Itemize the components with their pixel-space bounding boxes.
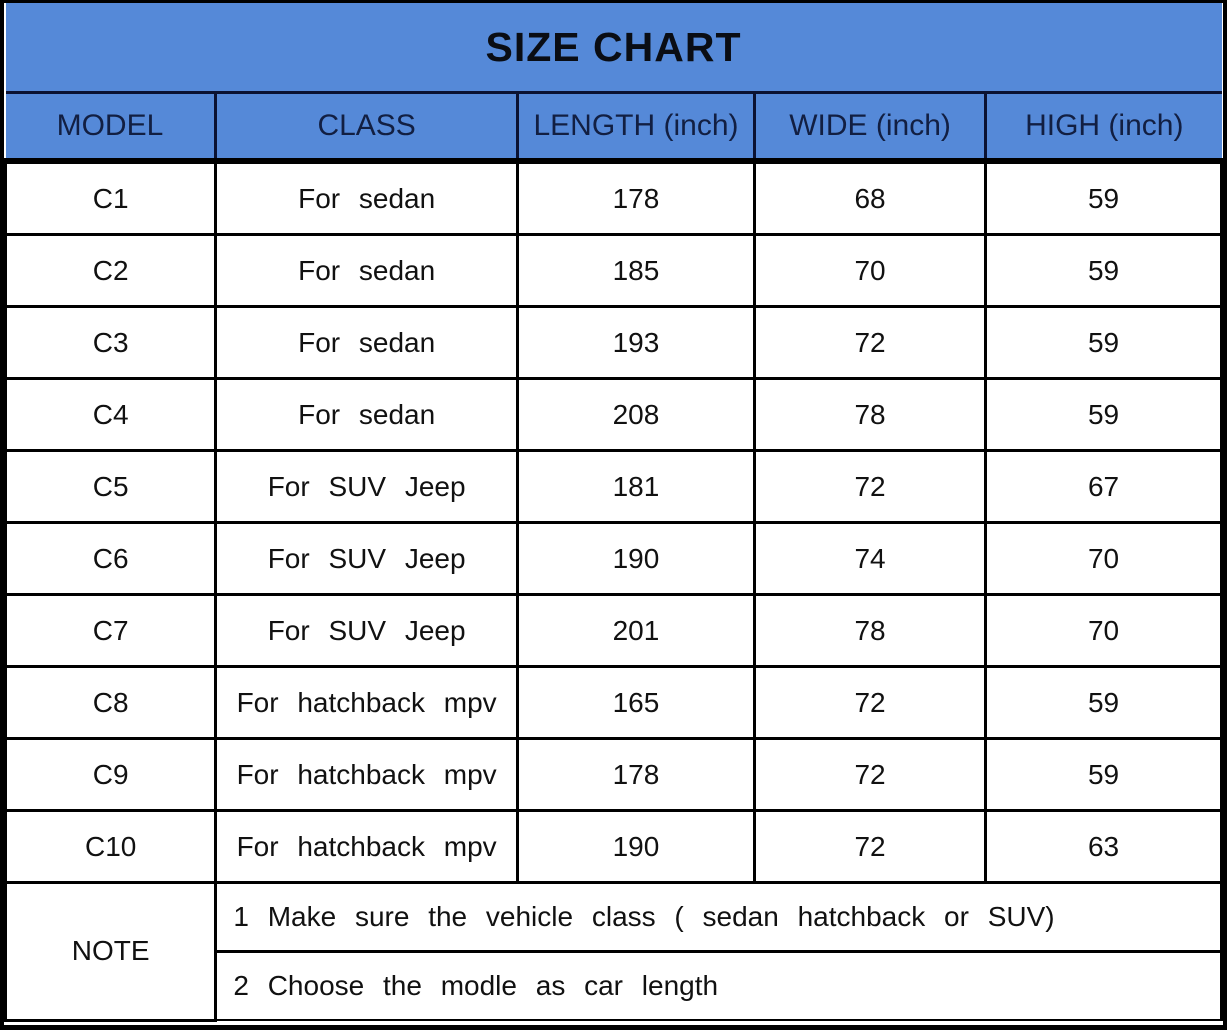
column-header-row — [6, 93, 1222, 162]
cell-high: 70 — [986, 595, 1222, 667]
cell-wide: 72 — [755, 451, 986, 523]
table-row — [6, 667, 1222, 739]
size-chart-table — [4, 3, 1223, 1022]
cell-wide: 72 — [755, 667, 986, 739]
table-row — [6, 451, 1222, 523]
cell-class: For hatchback mpv — [216, 739, 518, 811]
cell-high: 63 — [986, 811, 1222, 883]
cell-high: 70 — [986, 523, 1222, 595]
cell-length: 165 — [517, 667, 754, 739]
cell-wide: 72 — [755, 307, 986, 379]
bottom-double-border — [4, 1022, 1223, 1030]
cell-class: For sedan — [216, 235, 518, 307]
cell-length: 193 — [517, 307, 754, 379]
cell-model: C7 — [6, 595, 216, 667]
cell-model: C4 — [6, 379, 216, 451]
cell-model: C10 — [6, 811, 216, 883]
cell-class: For sedan — [216, 161, 518, 235]
table-row — [6, 379, 1222, 451]
cell-class: For sedan — [216, 379, 518, 451]
cell-length: 190 — [517, 811, 754, 883]
cell-high: 67 — [986, 451, 1222, 523]
table-row — [6, 235, 1222, 307]
column-header-class: CLASS — [216, 93, 518, 162]
cell-wide: 70 — [755, 235, 986, 307]
table-row — [6, 161, 1222, 235]
cell-class: For SUV Jeep — [216, 523, 518, 595]
column-header-wide: WIDE (inch) — [755, 93, 986, 162]
cell-class: For hatchback mpv — [216, 811, 518, 883]
cell-high: 59 — [986, 667, 1222, 739]
title-row — [6, 3, 1222, 93]
table-row — [6, 595, 1222, 667]
cell-model: C3 — [6, 307, 216, 379]
table-body — [6, 161, 1222, 883]
cell-high: 59 — [986, 235, 1222, 307]
cell-model: C2 — [6, 235, 216, 307]
cell-model: C8 — [6, 667, 216, 739]
cell-model: C6 — [6, 523, 216, 595]
cell-high: 59 — [986, 739, 1222, 811]
column-header-high: HIGH (inch) — [986, 93, 1222, 162]
table-row — [6, 523, 1222, 595]
cell-wide: 72 — [755, 739, 986, 811]
cell-model: C9 — [6, 739, 216, 811]
cell-class: For hatchback mpv — [216, 667, 518, 739]
note-label: NOTE — [6, 883, 216, 1021]
cell-wide: 74 — [755, 523, 986, 595]
cell-length: 181 — [517, 451, 754, 523]
cell-high: 59 — [986, 161, 1222, 235]
table-row — [6, 307, 1222, 379]
cell-length: 190 — [517, 523, 754, 595]
note-row — [6, 883, 1222, 952]
cell-wide: 68 — [755, 161, 986, 235]
cell-class: For SUV Jeep — [216, 451, 518, 523]
table-row — [6, 811, 1222, 883]
column-header-length: LENGTH (inch) — [517, 93, 754, 162]
cell-length: 178 — [517, 161, 754, 235]
cell-high: 59 — [986, 307, 1222, 379]
cell-high: 59 — [986, 379, 1222, 451]
cell-length: 201 — [517, 595, 754, 667]
cell-wide: 78 — [755, 379, 986, 451]
table-row — [6, 739, 1222, 811]
column-header-model: MODEL — [6, 93, 216, 162]
note-section — [6, 883, 1222, 1021]
cell-length: 208 — [517, 379, 754, 451]
cell-length: 178 — [517, 739, 754, 811]
note-item-2: 2 Choose the modle as car length — [216, 952, 1222, 1021]
note-item-1: 1 Make sure the vehicle class ( sedan hatchback or SUV) — [216, 883, 1222, 952]
chart-title: SIZE CHART — [6, 3, 1222, 93]
cell-model: C5 — [6, 451, 216, 523]
cell-class: For sedan — [216, 307, 518, 379]
cell-length: 185 — [517, 235, 754, 307]
cell-class: For SUV Jeep — [216, 595, 518, 667]
cell-model: C1 — [6, 161, 216, 235]
cell-wide: 72 — [755, 811, 986, 883]
cell-wide: 78 — [755, 595, 986, 667]
